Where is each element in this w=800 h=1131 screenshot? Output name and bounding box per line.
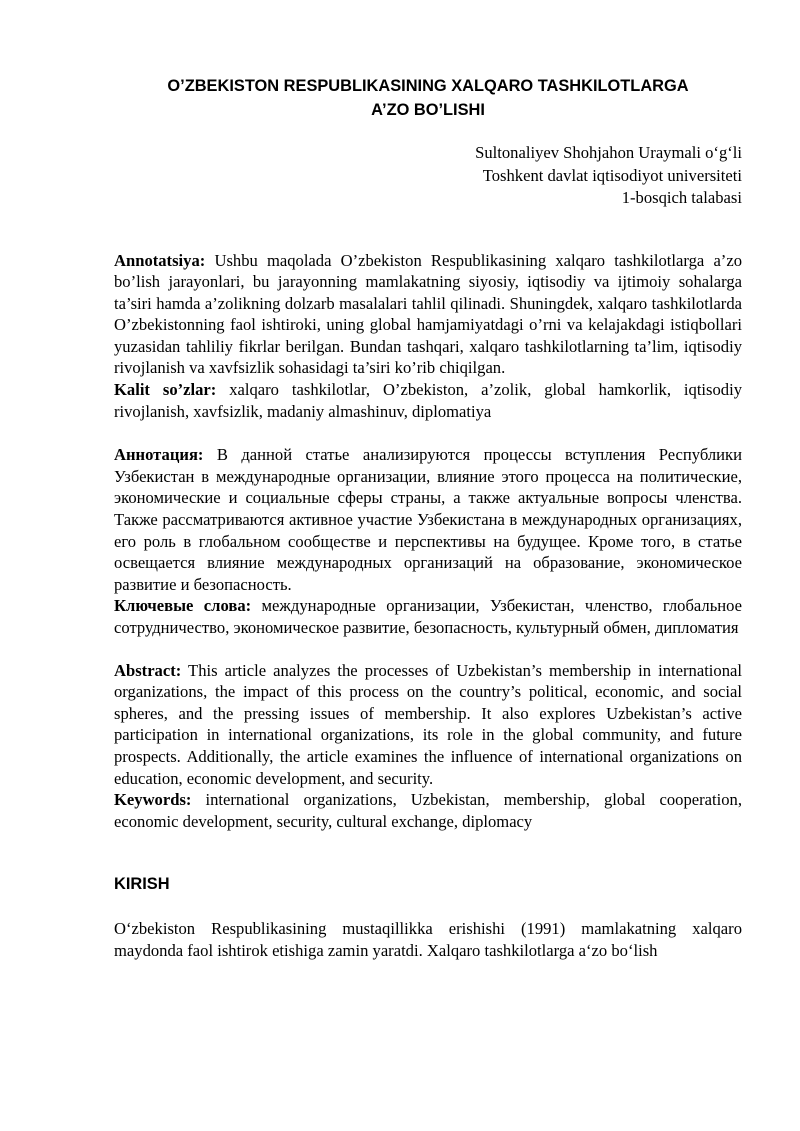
ru-keywords-text: международные организации, Узбекистан, членство, глобальное сотрудничество, экономическое развитие, безопасность, культурный обмен, дипломатия bbox=[114, 596, 743, 637]
uz-annotation-text: Ushbu maqolada O’zbekiston Respublikasining xalqaro tashkilotlarga a’zo bo’lish jarayonlari, bu jarayonning mamlakatning siyosiy, iqtisodiy va ijtimoiy sohalarga ta’siri hamda a’zolikning dolzarb masalalari tahlil qilinadi. Shuningdek, xalqaro tashkilotlarda O’zbekistonning faol ishtiroki, uning global hamjamiyatdagi o’rni va kelajakdagi istiqbollari yuzasidan tahliliy fikrlar berilgan. Bundan tashqari, xalqaro tashkilotlarning ta’lim, iqtisodiy rivojlanish va xavfsizlik sohasidagi ta’siri ko’rib chiqilgan. bbox=[114, 250, 742, 378]
uz-annotation bbox=[114, 250, 742, 380]
en-keywords-label: Keywords: bbox=[114, 790, 192, 810]
en-abstract-label: Abstract: bbox=[114, 660, 182, 680]
author-block bbox=[114, 142, 742, 210]
ru-annotation bbox=[114, 444, 742, 595]
uz-abstract-section bbox=[114, 250, 742, 423]
paper-title-line-1: O’ZBEKISTON RESPUBLIKASINING XALQARO TASHKILOTLARGA bbox=[167, 77, 689, 95]
paper-title bbox=[114, 72, 742, 122]
en-abstract-section bbox=[114, 660, 742, 833]
author-affiliation: Toshkent davlat iqtisodiyot universiteti bbox=[482, 165, 742, 185]
en-keywords-text: international organizations, Uzbekistan, membership, global cooperation, economic development, security, cultural exchange, diplomacy bbox=[114, 790, 742, 831]
en-abstract bbox=[114, 660, 742, 790]
paper-page bbox=[114, 72, 742, 961]
intro-paragraph: O‘zbekiston Respublikasining mustaqillikka erishishi (1991) mamlakatning xalqaro maydonda faol ishtirok etishiga zamin yaratdi. Xalqaro tashkilotlarga a‘zo bo‘lish bbox=[114, 918, 742, 960]
author-name: Sultonaliyev Shohjahon Uraymali o‘g‘li bbox=[475, 143, 742, 162]
ru-keywords bbox=[114, 595, 742, 638]
ru-annotation-label: Аннотация: bbox=[114, 445, 204, 465]
en-abstract-text: This article analyzes the processes of Uzbekistan’s membership in international organizations, the impact of this process on the country’s political, economic, and social spheres, and the pressing issues of membership. It also explores Uzbekistan’s active participation in international organizations, its role in the global community, and future prospects. Additionally, the article examines the influence of international organizations on education, economic development, and security. bbox=[114, 660, 742, 788]
uz-annotation-label: Annotatsiya: bbox=[114, 250, 206, 270]
uz-keywords bbox=[114, 379, 742, 422]
author-status: 1-bosqich talabasi bbox=[621, 188, 742, 207]
uz-keywords-text: xalqaro tashkilotlar, O’zbekiston, a’zolik, global hamkorlik, iqtisodiy rivojlanish, xavfsizlik, madaniy almashinuv, diplomatiya bbox=[114, 380, 742, 421]
section-heading-kirish: KIRISH bbox=[114, 875, 170, 894]
ru-annotation-text: В данной статье анализируются процессы вступления Республики Узбекистан в международные организации, влияние этого процесса на политические, экономические и социальные сферы страны, а также актуальные вопросы членства. Также рассматриваются активное участие Узбекистана в международных организациях, его роль в глобальном сообществе и перспективы на будущее. Кроме того, в статье освещается влияние международных организаций на образование, экономическое развитие и безопасность. bbox=[114, 445, 742, 594]
en-keywords bbox=[114, 789, 742, 832]
uz-keywords-label: Kalit so’zlar: bbox=[114, 380, 217, 400]
ru-keywords-label: Ключевые слова: bbox=[114, 596, 252, 616]
paper-title-line-2: A’ZO BO’LISHI bbox=[371, 100, 485, 119]
ru-abstract-section bbox=[114, 444, 742, 638]
